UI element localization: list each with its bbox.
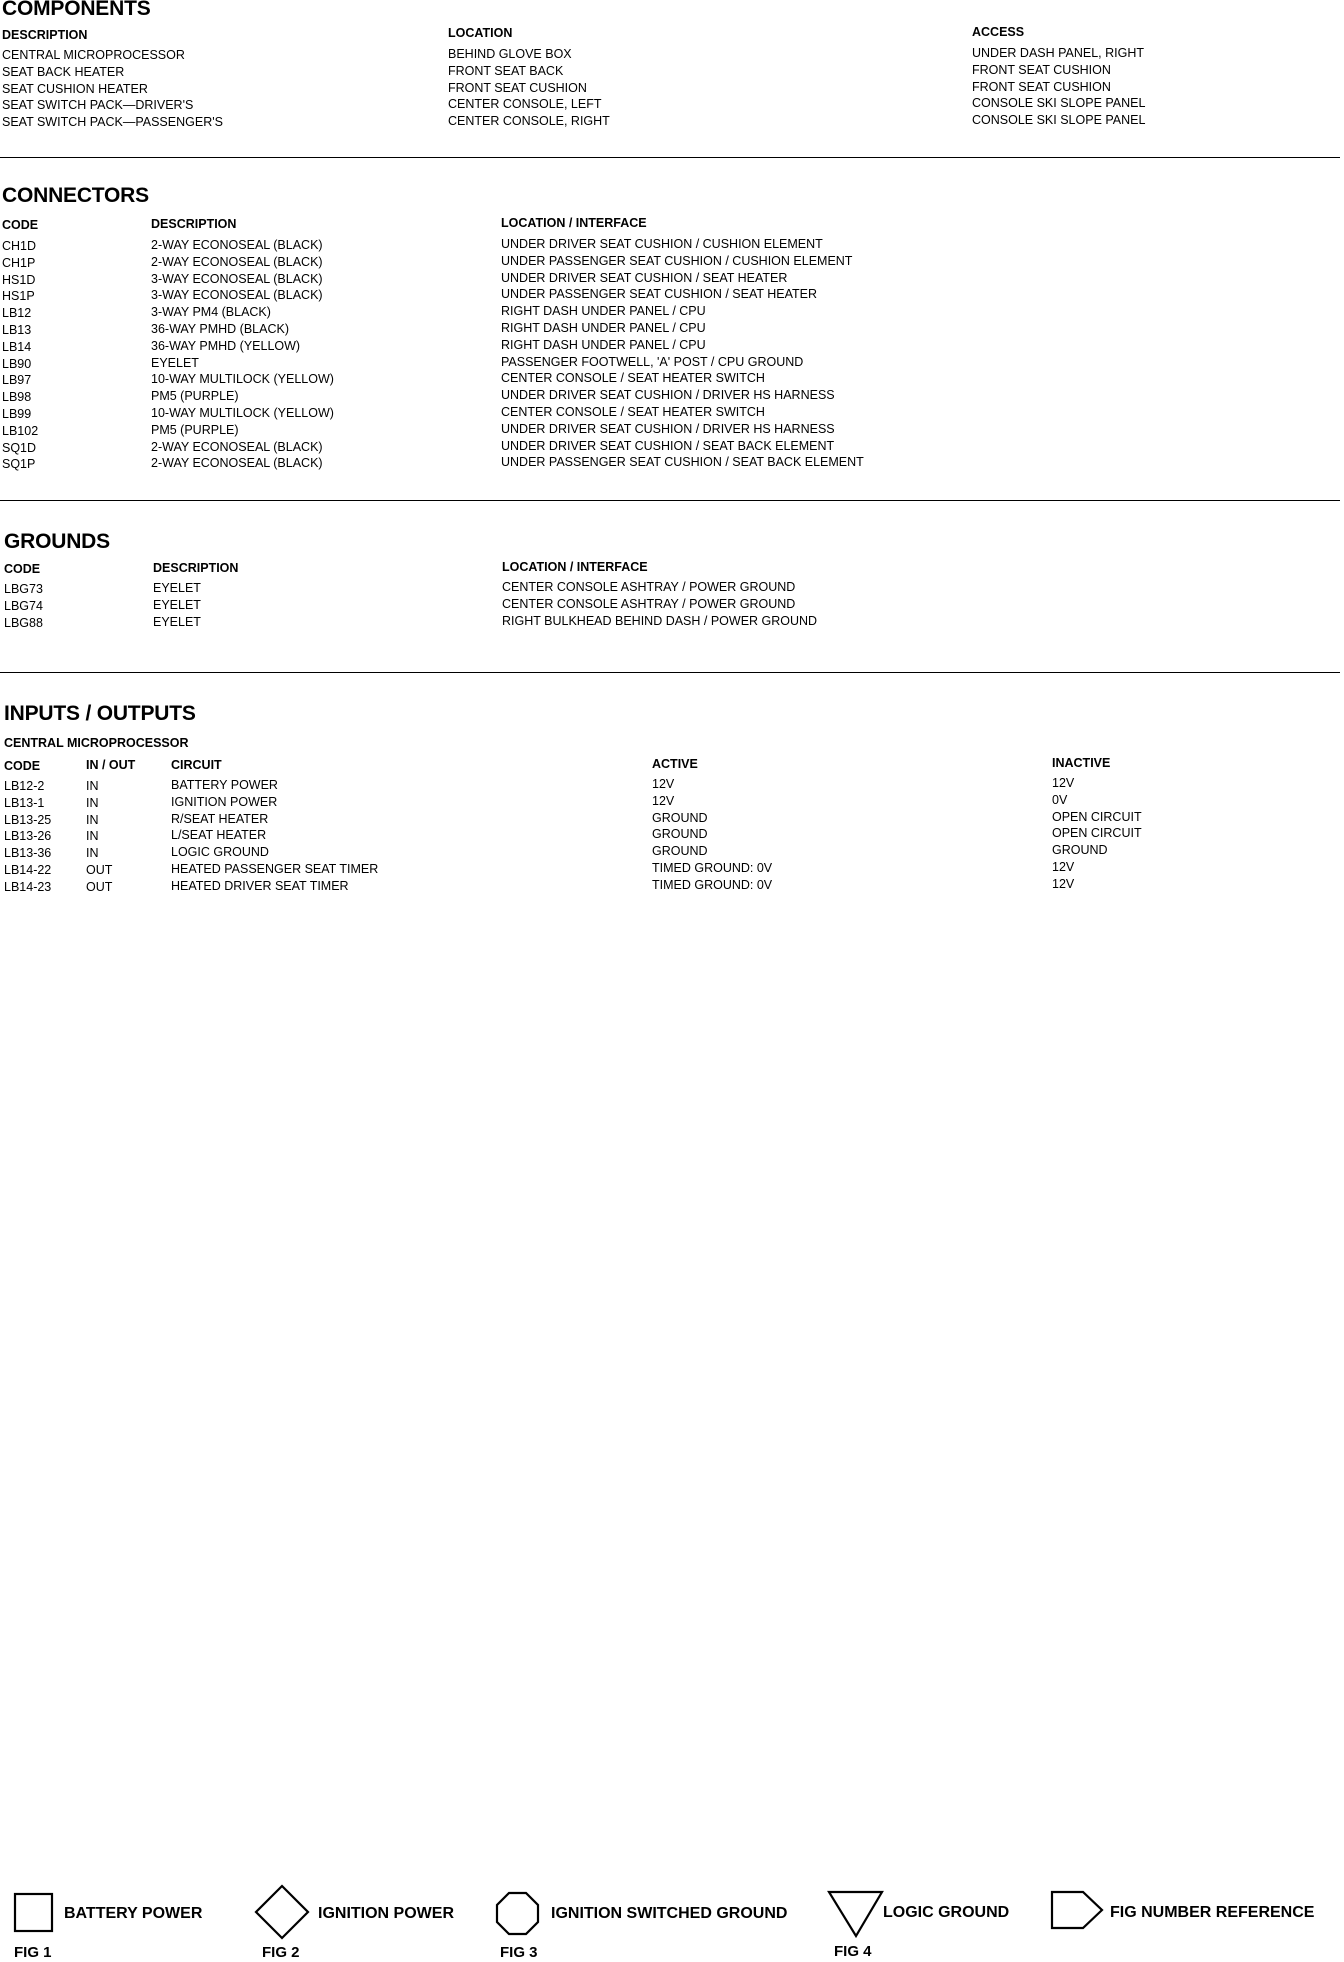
connectors-title: CONNECTORS <box>2 184 149 207</box>
octagon-icon <box>497 1893 538 1934</box>
grounds-code-column <box>4 581 43 631</box>
table-cell: IN <box>86 795 99 810</box>
components-location-column <box>448 46 610 130</box>
table-cell: LB12-2 <box>4 779 45 793</box>
grounds-header-description: DESCRIPTION <box>153 561 239 575</box>
grounds-location-column <box>502 579 817 629</box>
table-cell: LB97 <box>2 373 32 388</box>
table-cell: LB14-22 <box>4 862 52 877</box>
table-cell: FRONT SEAT BACK <box>448 63 564 78</box>
table-cell: UNDER DRIVER SEAT CUSHION / SEAT BACK ELEMENT <box>501 438 835 453</box>
table-cell: SEAT SWITCH PACK—DRIVER'S <box>2 98 194 113</box>
table-cell: 10-WAY MULTILOCK (YELLOW) <box>151 405 334 420</box>
components-title: COMPONENTS <box>2 0 151 20</box>
fig-3-label: FIG 3 <box>500 1944 538 1961</box>
grounds-description-column <box>153 580 201 630</box>
io-circuit-column <box>171 777 378 895</box>
io-header-active: ACTIVE <box>652 757 698 771</box>
legend-label-fig-number-reference: FIG NUMBER REFERENCE <box>1110 1904 1315 1921</box>
grounds-title: GROUNDS <box>4 530 110 553</box>
table-cell: L/SEAT HEATER <box>171 828 267 843</box>
table-cell: CH1P <box>2 255 36 270</box>
table-cell: PM5 (PURPLE) <box>151 422 239 437</box>
grounds-header-location: LOCATION / INTERFACE <box>502 560 648 574</box>
fig-1-label: FIG 1 <box>14 1944 52 1961</box>
table-cell: IN <box>86 812 99 827</box>
table-cell: 2-WAY ECONOSEAL (BLACK) <box>151 439 323 454</box>
table-cell: RIGHT BULKHEAD BEHIND DASH / POWER GROUND <box>502 613 818 628</box>
grounds-header-code: CODE <box>4 562 41 576</box>
fig-4-label: FIG 4 <box>834 1943 872 1960</box>
io-active-column <box>652 776 772 894</box>
io-inactive-column <box>1052 775 1142 893</box>
table-cell: 12V <box>1052 859 1075 874</box>
table-cell: 3-WAY PM4 (BLACK) <box>151 305 271 320</box>
table-cell: 2-WAY ECONOSEAL (BLACK) <box>151 456 323 471</box>
table-cell: CENTER CONSOLE / SEAT HEATER SWITCH <box>501 371 765 386</box>
connectors-description-column <box>151 237 334 472</box>
table-cell: UNDER DRIVER SEAT CUSHION / SEAT HEATER <box>501 270 788 285</box>
connectors-header-location: LOCATION / INTERFACE <box>501 216 647 230</box>
connectors-header-description: DESCRIPTION <box>151 217 237 231</box>
diamond-icon <box>256 1886 308 1938</box>
table-cell: 3-WAY ECONOSEAL (BLACK) <box>151 271 323 286</box>
table-cell: LBG88 <box>4 615 43 630</box>
table-cell: RIGHT DASH UNDER PANEL / CPU <box>501 337 706 352</box>
table-cell: OUT <box>86 862 113 877</box>
section-divider <box>0 672 1340 673</box>
table-cell: FRONT SEAT CUSHION <box>972 79 1111 94</box>
legend-label-ignition-power: IGNITION POWER <box>318 1905 454 1922</box>
table-cell: GROUND <box>652 844 708 859</box>
pentagon-arrow-icon <box>1052 1892 1102 1928</box>
table-cell: 2-WAY ECONOSEAL (BLACK) <box>151 238 323 252</box>
table-cell: 10-WAY MULTILOCK (YELLOW) <box>151 372 334 387</box>
table-cell: 12V <box>652 777 675 791</box>
table-cell: UNDER DRIVER SEAT CUSHION / DRIVER HS HARNESS <box>501 388 835 403</box>
table-cell: CENTER CONSOLE ASHTRAY / POWER GROUND <box>502 596 796 611</box>
section-divider <box>0 157 1340 158</box>
table-cell: HS1D <box>2 272 36 287</box>
table-cell: LOGIC GROUND <box>171 845 269 860</box>
table-cell: IN <box>86 779 99 793</box>
legend-label-logic-ground: LOGIC GROUND <box>883 1904 1010 1921</box>
table-cell: BEHIND GLOVE BOX <box>448 47 572 61</box>
table-cell: IGNITION POWER <box>171 794 278 809</box>
table-cell: SQ1D <box>2 440 37 455</box>
table-cell: TIMED GROUND: 0V <box>652 860 773 875</box>
table-cell: LB13-1 <box>4 795 45 810</box>
table-cell: OPEN CIRCUIT <box>1052 826 1142 841</box>
components-header-access: ACCESS <box>972 25 1025 39</box>
table-cell: CH1D <box>2 239 37 253</box>
table-cell: RIGHT DASH UNDER PANEL / CPU <box>501 304 706 319</box>
table-cell: UNDER DASH PANEL, RIGHT <box>972 46 1145 60</box>
table-cell: UNDER DRIVER SEAT CUSHION / CUSHION ELEMENT <box>501 237 823 251</box>
components-header-location: LOCATION <box>448 26 513 40</box>
table-cell: HEATED PASSENGER SEAT TIMER <box>171 861 379 876</box>
table-cell: HEATED DRIVER SEAT TIMER <box>171 878 349 893</box>
table-cell: UNDER PASSENGER SEAT CUSHION / SEAT HEATER <box>501 287 818 302</box>
table-cell: TIMED GROUND: 0V <box>652 877 773 892</box>
components-header-description: DESCRIPTION <box>2 28 88 42</box>
table-cell: SEAT BACK HEATER <box>2 64 125 79</box>
table-cell: CENTER CONSOLE, LEFT <box>448 97 602 112</box>
table-cell: CONSOLE SKI SLOPE PANEL <box>972 113 1146 128</box>
connectors-code-column <box>2 238 38 473</box>
table-cell: SQ1P <box>2 457 36 472</box>
table-cell: 12V <box>1052 876 1075 891</box>
table-cell: LB14-23 <box>4 879 52 894</box>
table-cell: LB98 <box>2 390 32 405</box>
table-cell: LBG74 <box>4 598 43 613</box>
section-divider <box>0 500 1340 501</box>
table-cell: SEAT CUSHION HEATER <box>2 81 148 96</box>
table-cell: CENTER CONSOLE, RIGHT <box>448 114 610 129</box>
io-header-inout: IN / OUT <box>86 758 136 772</box>
table-cell: LB90 <box>2 356 32 371</box>
table-cell: UNDER PASSENGER SEAT CUSHION / SEAT BACK ELEMENT <box>501 455 864 470</box>
table-cell: IN <box>86 829 99 844</box>
table-cell: LBG73 <box>4 582 43 596</box>
components-description-column <box>2 47 223 131</box>
table-cell: 36-WAY PMHD (YELLOW) <box>151 338 301 353</box>
table-cell: 2-WAY ECONOSEAL (BLACK) <box>151 254 323 269</box>
table-cell: HS1P <box>2 289 35 304</box>
table-cell: CENTER CONSOLE ASHTRAY / POWER GROUND <box>502 580 796 594</box>
table-cell: UNDER DRIVER SEAT CUSHION / DRIVER HS HARNESS <box>501 421 835 436</box>
table-cell: 36-WAY PMHD (BLACK) <box>151 321 289 336</box>
table-cell: 0V <box>1052 792 1068 807</box>
table-cell: R/SEAT HEATER <box>171 811 269 826</box>
table-cell: 3-WAY ECONOSEAL (BLACK) <box>151 288 323 303</box>
table-cell: 12V <box>652 793 675 808</box>
table-cell: CENTER CONSOLE / SEAT HEATER SWITCH <box>501 404 765 419</box>
square-icon <box>15 1894 52 1931</box>
table-cell: 12V <box>1052 776 1075 790</box>
table-cell: PM5 (PURPLE) <box>151 389 239 404</box>
table-cell: PASSENGER FOOTWELL, 'A' POST / CPU GROUND <box>501 354 804 369</box>
table-cell: LB13 <box>2 322 32 337</box>
components-access-column <box>972 45 1145 129</box>
io-code-column <box>4 778 51 896</box>
io-header-inactive: INACTIVE <box>1052 756 1111 770</box>
table-cell: LB13-26 <box>4 829 52 844</box>
table-cell: EYELET <box>153 614 201 629</box>
triangle-down-icon <box>829 1892 882 1936</box>
table-cell: UNDER PASSENGER SEAT CUSHION / CUSHION ELEMENT <box>501 253 853 268</box>
table-cell: FRONT SEAT CUSHION <box>972 62 1111 77</box>
io-header-circuit: CIRCUIT <box>171 758 222 772</box>
table-cell: SEAT SWITCH PACK—PASSENGER'S <box>2 115 223 130</box>
table-cell: LB102 <box>2 423 39 438</box>
legend-label-ignition-switched-ground: IGNITION SWITCHED GROUND <box>551 1905 788 1922</box>
table-cell: LB14 <box>2 339 32 354</box>
io-inout-column <box>86 778 112 896</box>
table-cell: BATTERY POWER <box>171 778 278 792</box>
connectors-location-column <box>501 236 864 471</box>
table-cell: GROUND <box>652 827 708 842</box>
table-cell: CENTRAL MICROPROCESSOR <box>2 48 185 62</box>
io-header-code: CODE <box>4 759 41 773</box>
table-cell: OPEN CIRCUIT <box>1052 809 1142 824</box>
table-cell: EYELET <box>153 597 201 612</box>
table-cell: LB99 <box>2 406 32 421</box>
table-cell: FRONT SEAT CUSHION <box>448 80 587 95</box>
table-cell: GROUND <box>652 810 708 825</box>
fig-2-label: FIG 2 <box>262 1944 300 1961</box>
table-cell: RIGHT DASH UNDER PANEL / CPU <box>501 320 706 335</box>
table-cell: IN <box>86 846 99 861</box>
table-cell: LB13-36 <box>4 846 52 861</box>
table-cell: EYELET <box>153 581 201 595</box>
table-cell: LB13-25 <box>4 812 52 827</box>
table-cell: LB12 <box>2 306 32 321</box>
io-title: INPUTS / OUTPUTS <box>4 702 196 725</box>
connectors-header-code: CODE <box>2 218 39 232</box>
legend-label-battery-power: BATTERY POWER <box>64 1905 203 1922</box>
table-cell: CONSOLE SKI SLOPE PANEL <box>972 96 1146 111</box>
table-cell: EYELET <box>151 355 199 370</box>
table-cell: GROUND <box>1052 843 1108 858</box>
io-subtitle: CENTRAL MICROPROCESSOR <box>4 736 189 750</box>
table-cell: OUT <box>86 879 113 894</box>
